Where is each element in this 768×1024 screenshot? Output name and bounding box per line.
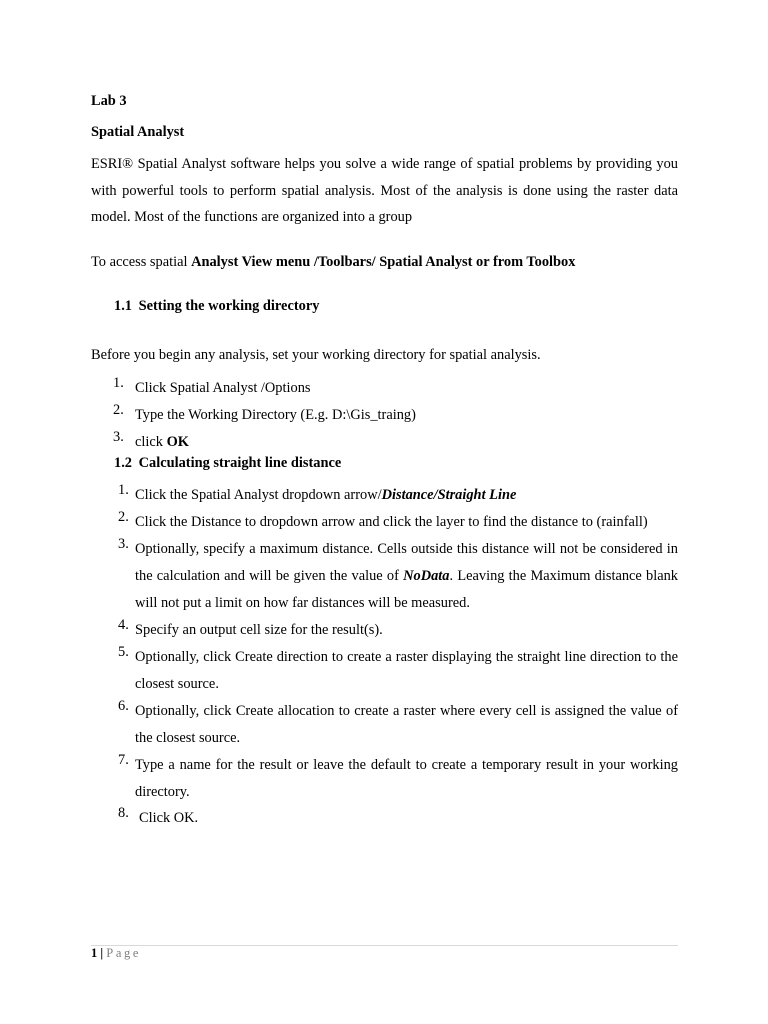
list-item-text: Type the Working Directory (E.g. D:\Gis_traing): [135, 407, 416, 423]
footer-divider: [91, 945, 678, 946]
page-footer: [91, 946, 141, 961]
before-paragraph: Before you begin any analysis, set your working directory for spatial analysis.: [91, 347, 541, 363]
list-item-text: Click the Spatial Analyst dropdown arrow/Distance/Straight Line: [135, 487, 517, 503]
heading-1-2: [114, 455, 341, 472]
list-item-number: 1.: [118, 482, 129, 498]
list-item-number: 2.: [113, 402, 124, 418]
heading-1-1-number: 1.1: [114, 298, 132, 314]
list-item-number: 7.: [118, 752, 129, 768]
list-item-number: 5.: [118, 644, 129, 660]
list-item-number: 2.: [118, 509, 129, 525]
list-item-text: Optionally, specify a maximum distance. Cells outside this distance will not be considered in the calculation and will be given the value of NoData. Leaving the Maximum distance blank will not put a limit on how far distances will be measured.: [135, 541, 678, 611]
heading-1-2-title: Calculating straight line distance: [138, 455, 342, 471]
list-item-number: 6.: [118, 698, 129, 714]
heading-1-1-title: Setting the working directory: [138, 298, 320, 314]
list-item-number: 8.: [118, 805, 129, 821]
list-item-text: Optionally, click Create allocation to create a raster where every cell is assigned the value of the closest source.: [135, 703, 678, 746]
section-title: Spatial Analyst: [91, 124, 185, 140]
list-item-text: Type a name for the result or leave the default to create a temporary result in your working directory.: [135, 757, 678, 800]
list-item-text: Click OK.: [139, 810, 199, 826]
list-item-number: 1.: [113, 375, 124, 391]
page-label: Page: [106, 946, 141, 960]
footer-separator: |: [100, 946, 104, 960]
heading-1-2-number: 1.2: [114, 455, 132, 471]
access-line: [91, 254, 575, 271]
lab-title: Lab 3: [91, 93, 127, 109]
list-item-number: 4.: [118, 617, 129, 633]
access-path: Analyst View menu /Toolbars/ Spatial Analyst or from Toolbox: [191, 254, 576, 270]
list-item-number: 3.: [118, 536, 129, 552]
list-item-text: click OK: [135, 434, 189, 450]
list-item-text: Optionally, click Create direction to create a raster displaying the straight line direction to the closest source.: [135, 649, 678, 692]
list-item-number: 3.: [113, 429, 124, 445]
intro-paragraph: ESRI® Spatial Analyst software helps you solve a wide range of spatial problems by providing you with powerful tools to perform spatial analysis. Most of the analysis is done using the raster data model. Most of the functions are organized into a group: [91, 156, 678, 225]
heading-1-1: [114, 298, 319, 315]
page-number: 1: [91, 946, 98, 960]
list-item-text: Click Spatial Analyst /Options: [135, 380, 311, 396]
list-item-text: Click the Distance to dropdown arrow and click the layer to find the distance to (rainfall): [135, 514, 648, 530]
list-item-text: Specify an output cell size for the result(s).: [135, 622, 383, 638]
access-prefix: To access spatial: [91, 254, 192, 270]
